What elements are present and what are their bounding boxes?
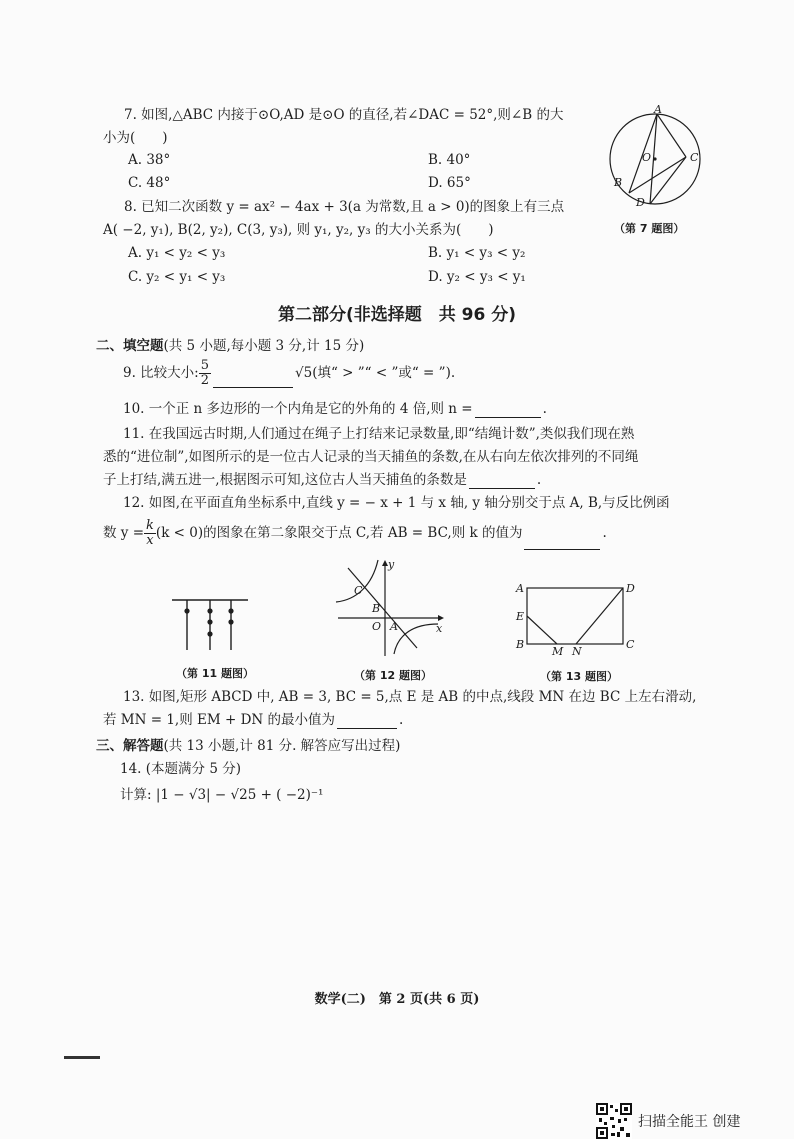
fig7-label-c: C [690, 151, 699, 164]
q7-option-d: D. 65° [428, 175, 471, 191]
q12-prefix: 数 y = [103, 525, 145, 541]
q14-title: 14. (本题满分 5 分) [120, 761, 241, 777]
q12-fraction-denominator: x [146, 533, 154, 548]
q12-fraction [144, 519, 156, 548]
fig13-label-b: B [516, 638, 525, 651]
q7-option-c: C. 48° [128, 175, 171, 191]
q13-line1: 13. 如图,矩形 ABCD 中, AB = 3, BC = 5,点 E 是 AB 的中点,线段 MN 在边 BC 上左右滑动, [123, 689, 697, 705]
fig7-label-b: B [614, 176, 623, 189]
q12-end: . [602, 525, 607, 541]
section2-heading-title: 二、填空题 [96, 338, 164, 354]
watermark-text: 扫描全能王 创建 [638, 1114, 741, 1130]
q13-end: . [399, 712, 404, 728]
q8-option-c: C. y₂ < y₁ < y₃ [128, 269, 226, 285]
q8-option-d: D. y₂ < y₃ < y₁ [428, 269, 526, 285]
q13-answer-blank[interactable] [337, 712, 397, 729]
q13-line2: 若 MN = 1,则 EM + DN 的最小值为 [103, 712, 335, 728]
q9-fraction [199, 359, 211, 388]
q9-answer-blank[interactable] [213, 369, 293, 388]
figure-11-knots [170, 592, 250, 654]
q7-option-a: A. 38° [128, 152, 171, 168]
fig13-label-d: D [626, 582, 635, 595]
q10-answer-blank[interactable] [475, 401, 541, 418]
figure-13-caption: （第 13 题图） [540, 670, 618, 683]
figure-12-graph [332, 558, 447, 658]
q8-option-b: B. y₁ < y₃ < y₂ [428, 245, 526, 261]
section3-heading-note: (共 13 小题,计 81 分. 解答应写出过程) [163, 738, 401, 754]
q8-line2: A( −2, y₁), B(2, y₂), C(3, y₃), 则 y₁, y₂, y₃ 的大小关系为( ) [103, 222, 494, 238]
figure-13-rectangle [510, 578, 644, 656]
q13-line2-wrap [103, 711, 403, 729]
q10-end: . [542, 401, 547, 417]
q9-prefix: 9. 比较大小: [123, 365, 199, 381]
rope-2-knot-1 [207, 608, 212, 613]
fig12-label-c: C [354, 584, 363, 597]
rope-1-knot-1 [184, 608, 189, 613]
fig13-label-e: E [516, 610, 525, 623]
q12-line2 [103, 516, 607, 550]
fig12-label-a: A [390, 620, 398, 633]
q12-suffix: (k < 0)的图象在第二象限交于点 C,若 AB = BC,则 k 的值为 [155, 525, 523, 541]
fig7-label-o: O [642, 151, 652, 164]
fig7-label-a: A [654, 104, 662, 116]
q11-line3-wrap [103, 471, 541, 489]
fig7-label-d: D [636, 196, 645, 209]
fig12-label-x: x [436, 622, 443, 635]
section3-heading-title: 三、解答题 [96, 738, 164, 754]
part2-title: 第二部分(非选择题 共 96 分) [277, 305, 517, 325]
figure-7-circle [600, 104, 710, 214]
q7-line2: 小为( ) [103, 130, 168, 146]
section2-heading-note: (共 5 小题,每小题 3 分,计 15 分) [163, 338, 365, 354]
fig13-label-n: N [572, 645, 582, 656]
q9 [123, 358, 455, 388]
q14-expression: 计算: |1 − √3| − √25 + ( −2)⁻¹ [120, 787, 324, 803]
q11-line1: 11. 在我国远古时期,人们通过在绳子上打结来记录数量,即“结绳计数”,类似我们现在熟 [123, 426, 635, 442]
q11-answer-blank[interactable] [469, 472, 535, 489]
q8-line1: 8. 已知二次函数 y = ax² − 4ax + 3(a 为常数,且 a > 0)的图象上有三点 [124, 199, 565, 215]
rope-3-knot-1 [228, 608, 233, 613]
q11-line3: 子上打结,满五进一,根据图示可知,这位古人当天捕鱼的条数是 [103, 472, 467, 488]
q12-answer-blank[interactable] [524, 531, 600, 550]
q11-line2: 悉的“进位制”,如图所示的是一位古人记录的当天捕鱼的条数,在从右向左依次排列的不同绳 [103, 449, 639, 465]
page-footer: 数学(二) 第 2 页(共 6 页) [314, 992, 480, 1007]
rope-2-knot-2 [207, 619, 212, 624]
q9-suffix: √5(填“ > ”“ < ”或“ = ”). [295, 365, 456, 381]
q10 [123, 400, 547, 418]
q9-fraction-denominator: 2 [200, 373, 210, 388]
fig13-label-m: M [552, 645, 564, 656]
figure-7-caption: （第 7 题图） [614, 222, 685, 235]
figure-11-caption: （第 11 题图） [176, 667, 254, 680]
fig13-label-c: C [626, 638, 635, 651]
q12-line1: 12. 如图,在平面直角坐标系中,直线 y = − x + 1 与 x 轴, y 轴分别交于点 A, B,与反比例函 [123, 495, 670, 511]
figure-12-caption: （第 12 题图） [354, 669, 432, 682]
section2-heading [96, 337, 364, 355]
fig12-label-b: B [372, 602, 381, 615]
fig13-label-a: A [516, 582, 524, 595]
q10-text: 10. 一个正 n 多边形的一个内角是它的外角的 4 倍,则 n = [123, 401, 473, 417]
rope-2-knot-3 [207, 631, 212, 636]
rope-3-knot-2 [228, 619, 233, 624]
fig12-label-y: y [388, 558, 395, 571]
section3-heading [96, 737, 400, 755]
qr-code-icon [596, 1103, 632, 1139]
q8-option-a: A. y₁ < y₂ < y₃ [128, 245, 226, 261]
q11-end: . [536, 472, 542, 488]
q9-fraction-numerator: 5 [200, 358, 210, 373]
q7-option-b: B. 40° [428, 152, 471, 168]
scan-mark [64, 1056, 100, 1059]
fig12-label-o: O [372, 620, 382, 633]
q7-line1: 7. 如图,△ABC 内接于⊙O,AD 是⊙O 的直径,若∠DAC = 52°,则∠B 的大 [124, 107, 564, 123]
q12-fraction-numerator: k [146, 518, 154, 533]
